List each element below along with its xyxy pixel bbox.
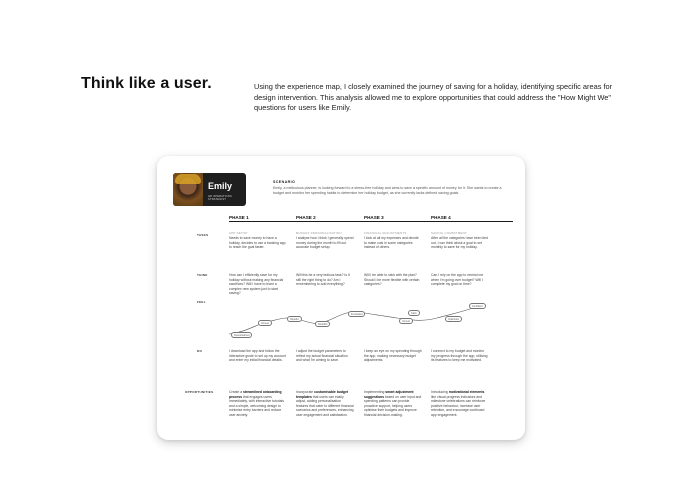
- opportunity-cell: Incorporate customisable budget templates that users can easily adjust, adding personalisation features that cater to different financial scenarios and preferences, enhancing user engagement and satisfaction.: [296, 390, 354, 417]
- phase-1-subtitle: APP SETUP: [229, 231, 248, 235]
- opportunity-cell: Implementing smart adjustment suggestions based on user input and spending patterns can provide proactive support, helping users optimise their budgets and improve financial decision-making.: [364, 390, 422, 417]
- do-cell: I download the app and follow the interactive guide to set up my account and enter my initial financial details.: [229, 349, 286, 362]
- mood-label: Overwhelmed: [231, 332, 252, 338]
- opportunity-cell: Create a streamlined onboarding process that engages users immediately, with interactive tutorials and a simple, welcoming design to minimise entry barriers and reduce user anxiety.: [229, 390, 284, 417]
- row-label-feel: FEEL: [197, 300, 206, 304]
- do-cell: I keep an eye on my spending through the app, making necessary budget adjustments.: [364, 349, 422, 362]
- mood-label: Unsure: [399, 318, 413, 324]
- mood-label: Doubtful: [315, 321, 330, 327]
- page-headline: Think like a user.: [81, 75, 212, 92]
- experience-map-card: [157, 156, 525, 440]
- row-label-think: THINK: [197, 273, 208, 277]
- tasks-cell: I look at all my expenses and decide to make cuts in some categories instead of others.: [364, 236, 419, 249]
- think-cell: Can I rely on the app to remind me when I'm going over budget? Will I complete my goal on time?: [431, 273, 484, 286]
- think-cell: How can I efficiently save for my holiday without making any financial sacrifices? Will I have to learn a complex new system just to start saving?: [229, 273, 284, 295]
- think-cell: Will I be able to stick with the plan? Should I be more flexible with certain categories?: [364, 273, 420, 286]
- do-cell: I connect to my budget and monitor my progress through the app, utilising its features to keep me motivated.: [431, 349, 488, 362]
- tasks-cell: I analyse how I think I generally spend money during the month to fill out accurate budget setup.: [296, 236, 354, 249]
- scenario-text: Emily, a meticulous planner, is looking forward to a stress-free holiday and aims to save a specific amount of money for it. She wants to create a budget and monitor her spending habits to determine her holiday budget, as she currently lacks defined saving goals.: [273, 186, 502, 195]
- phase-3-subtitle: FINANCIAL ADJUSTMENTS: [364, 231, 407, 235]
- tasks-cell: Needs to save money to have a holiday, decides to use a banking app to reach the goal faster.: [229, 236, 286, 249]
- phase-1-heading: PHASE 1: [229, 215, 249, 220]
- intro-paragraph: Using the experience map, I closely examined the journey of saving for a holiday, identifying specific areas for design intervention. This analysis allowed me to explore opportunities that could address the "How Might We" questions for users like Emily.: [254, 82, 613, 113]
- mood-label: Calm: [408, 310, 420, 316]
- phase-2-heading: PHASE 2: [296, 215, 316, 220]
- row-label-do: DO: [197, 349, 203, 353]
- phase-4-subtitle: SAVING COMMITMENT: [431, 231, 468, 235]
- mood-label: Confident: [469, 303, 486, 309]
- persona-role: HR OPERATIONS STRATEGIST: [208, 195, 232, 201]
- think-cell: Will this be a very tedious task? Is it still the right thing to do? Am I remembering to add everything?: [296, 273, 350, 286]
- tasks-cell: After all the categories have been tied out, I can think about a goal to set monthly to save for my holiday.: [431, 236, 488, 249]
- phase-4-heading: PHASE 4: [431, 215, 451, 220]
- mood-label: Frustrated: [348, 311, 365, 317]
- phase-3-heading: PHASE 3: [364, 215, 384, 220]
- do-cell: I adjust the budget parameters to reflect my actual financial situation and what I'm aiming to save.: [296, 349, 348, 362]
- row-label-tasks: TASKS: [197, 233, 209, 237]
- opportunity-cell: Introducing motivational elements like visual progress indicators and milestone celebrations can reinforce positive behaviour, increase user retention, and encourage continued app engagement.: [431, 390, 486, 417]
- phase-2-subtitle: BUDGET PERSONALISATION: [296, 231, 342, 235]
- mood-label: Hopeful: [287, 316, 302, 322]
- scenario-title: SCENARIO: [273, 180, 296, 184]
- mood-label: Optimistic: [445, 316, 462, 322]
- persona-name: Emily: [208, 181, 233, 191]
- mood-label: Unsure: [258, 320, 272, 326]
- row-label-opportunities: OPPORTUNITIES: [185, 390, 214, 394]
